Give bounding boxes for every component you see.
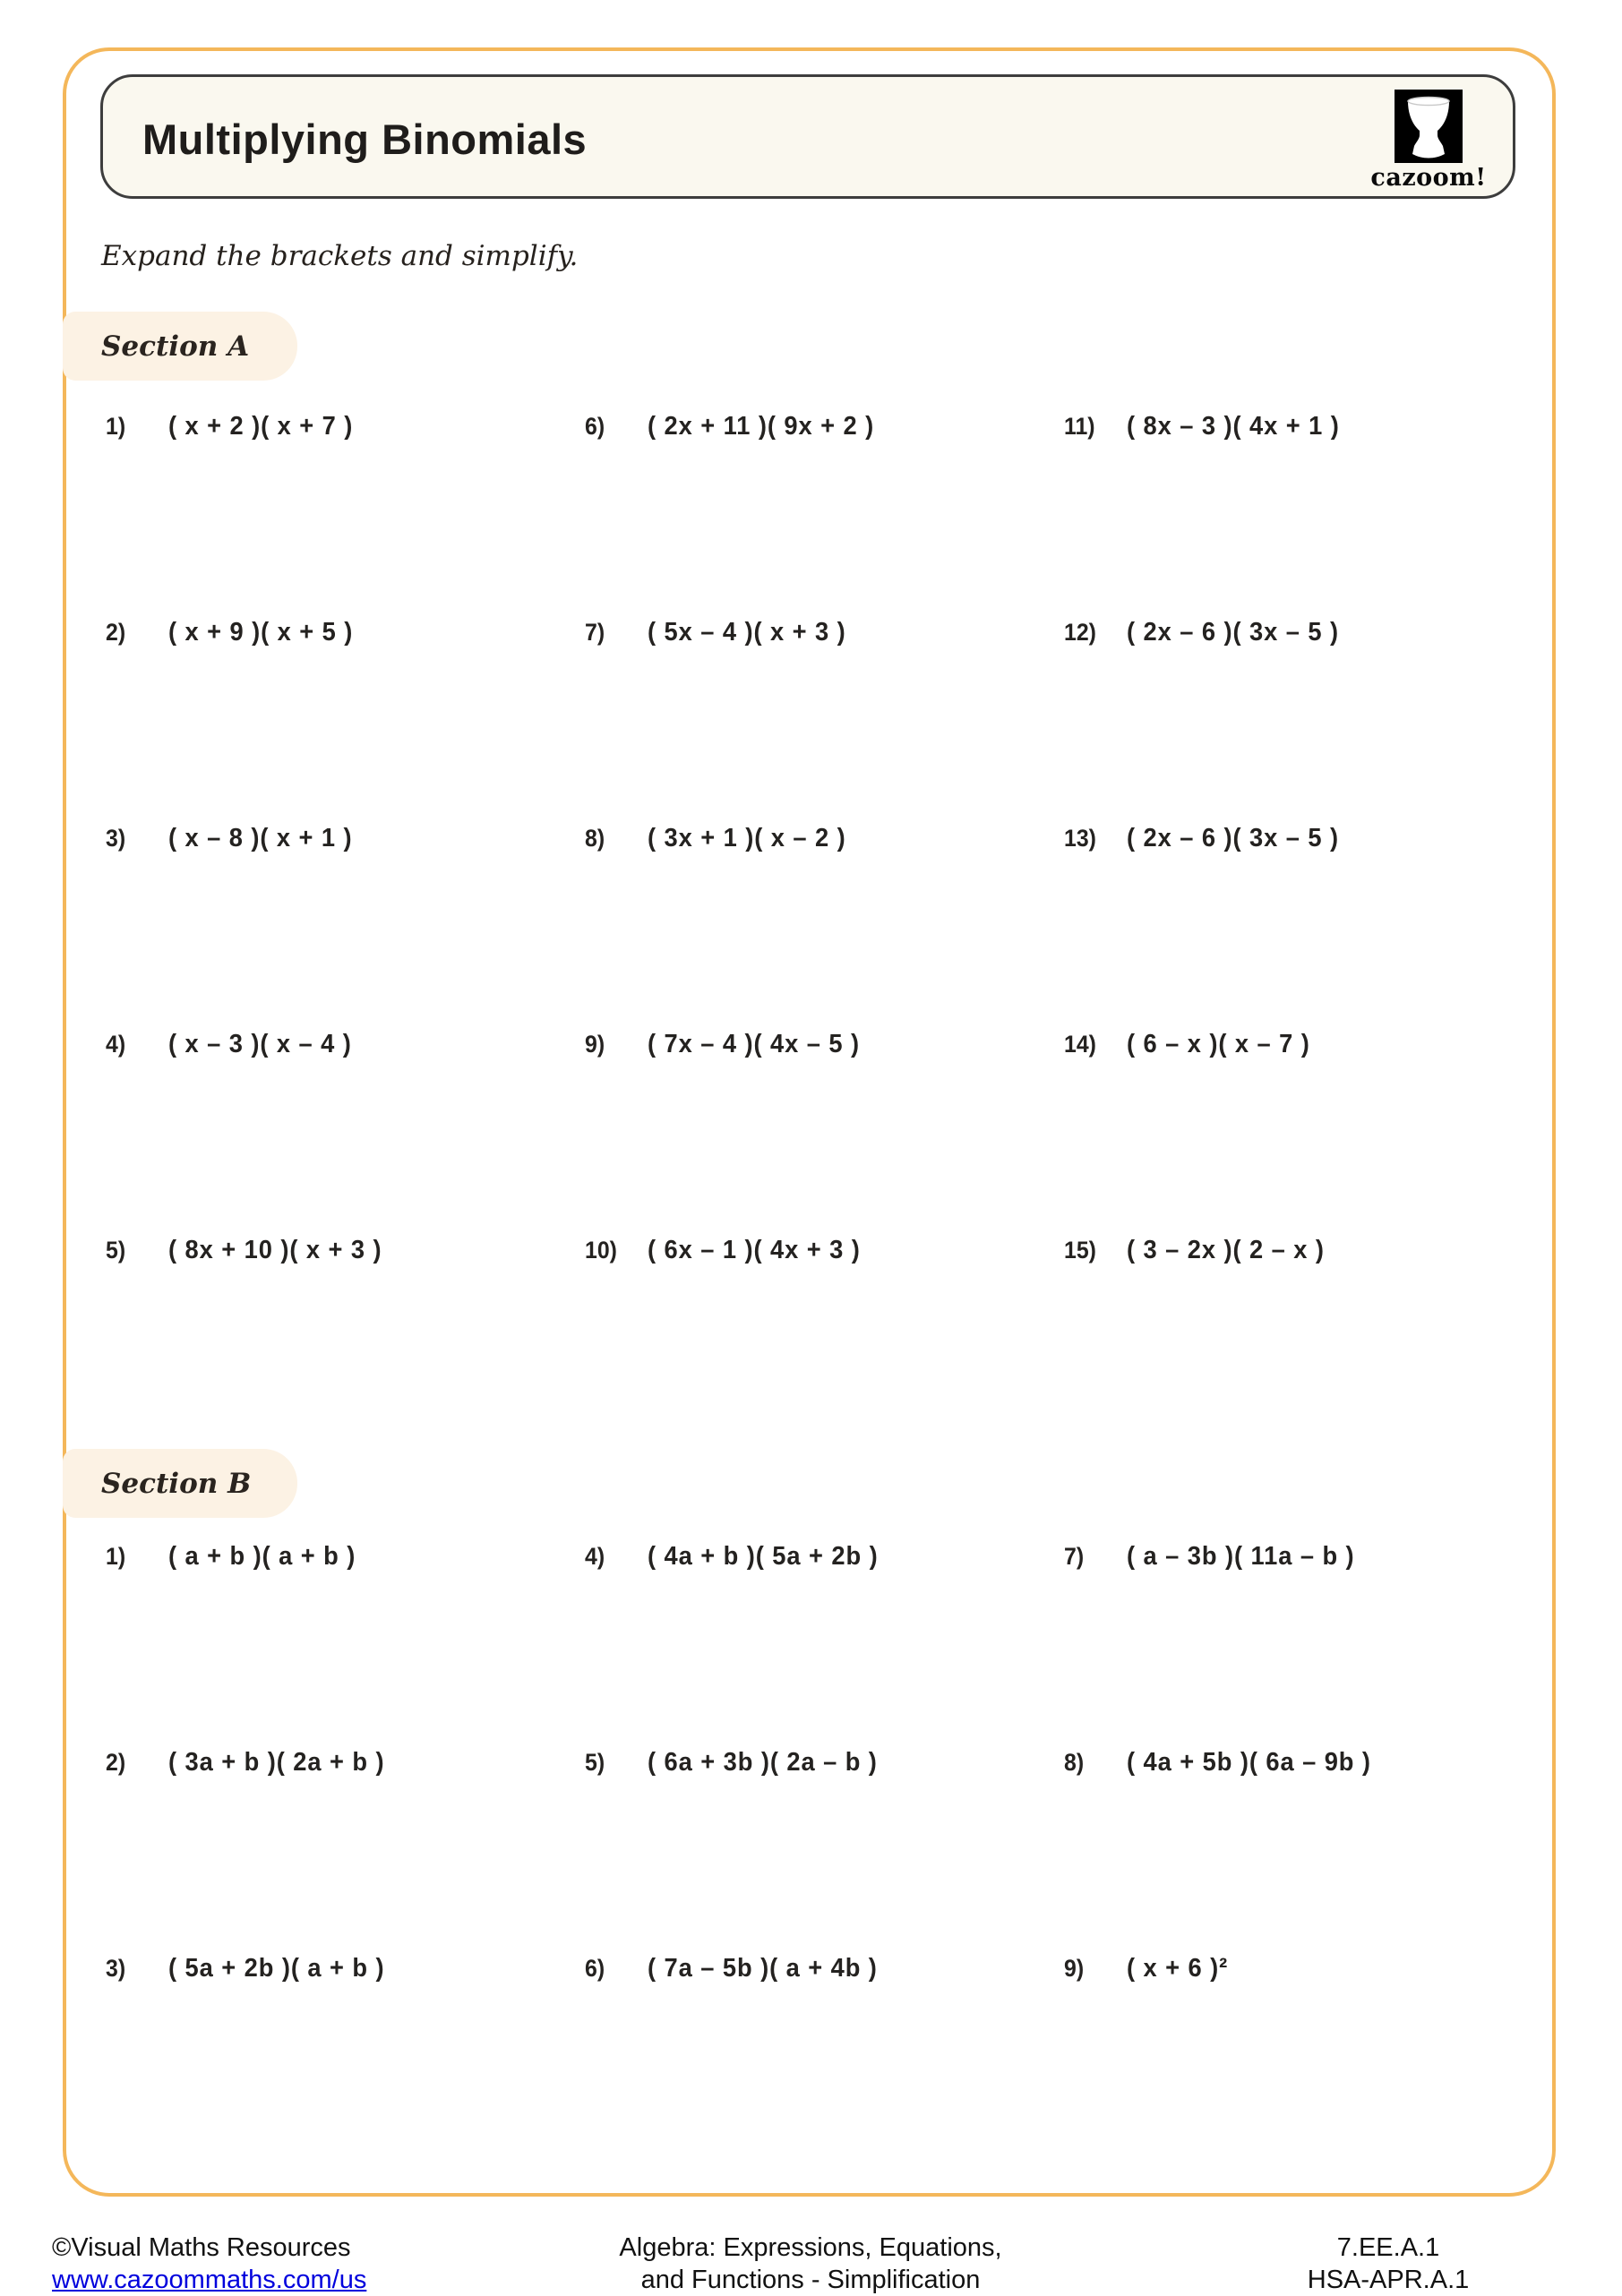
standard-code-1: 7.EE.A.1 <box>1336 2233 1440 2262</box>
problem-number: 5) <box>585 1749 605 1776</box>
problem-item <box>585 1030 873 1059</box>
problem-item <box>106 1236 396 1265</box>
problem-expression: ( 4a + b )( 5a + 2b ) <box>648 1542 879 1571</box>
problem-expression: ( 3a + b )( 2a + b ) <box>168 1748 385 1777</box>
problem-expression: ( x – 3 )( x – 4 ) <box>168 1030 352 1058</box>
problem-item <box>1064 618 1352 647</box>
problem-expression: ( a – 3b )( 11a – b ) <box>1127 1542 1355 1571</box>
problem-number: 8) <box>585 825 605 852</box>
problem-item <box>1064 1954 1234 1983</box>
problem-item <box>1064 1748 1386 1778</box>
problem-item <box>1064 1030 1322 1059</box>
footer-topic-block <box>497 2232 1124 2296</box>
problem-number: 4) <box>106 1031 126 1058</box>
problem-expression: ( 4a + 5b )( 6a – 9b ) <box>1127 1748 1371 1777</box>
title-bar <box>100 74 1515 199</box>
section-b-label: Section B <box>101 1467 252 1500</box>
problem-item <box>585 1954 892 1983</box>
problem-expression: ( 3 – 2x )( 2 – x ) <box>1127 1236 1325 1264</box>
problem-expression: ( 3x + 1 )( x – 2 ) <box>648 824 846 852</box>
problem-number: 3) <box>106 1955 126 1982</box>
problem-number: 2) <box>106 1749 126 1776</box>
problem-expression: ( 8x + 10 )( x + 3 ) <box>168 1236 382 1264</box>
problem-number: 9) <box>1064 1955 1085 1982</box>
problem-item <box>106 1030 364 1059</box>
website-link[interactable]: www.cazoommaths.com/us <box>52 2266 367 2294</box>
problem-expression: ( 2x – 6 )( 3x – 5 ) <box>1127 824 1339 852</box>
problem-expression: ( 5a + 2b )( a + b ) <box>168 1954 385 1983</box>
section-a-header <box>63 312 297 381</box>
problem-expression: ( 2x – 6 )( 3x – 5 ) <box>1127 618 1339 647</box>
problem-number: 8) <box>1064 1749 1085 1776</box>
problem-number: 2) <box>106 619 126 646</box>
cazoom-logo <box>1366 90 1491 192</box>
problem-item <box>1064 824 1352 853</box>
problem-item <box>1064 412 1353 441</box>
problem-item <box>585 618 859 647</box>
instruction-text: Expand the brackets and simplify. <box>101 240 579 272</box>
problem-item <box>106 618 365 647</box>
problem-number: 9) <box>585 1031 605 1058</box>
problem-number: 7) <box>585 619 605 646</box>
problem-number: 1) <box>106 413 126 440</box>
problem-item <box>585 824 859 853</box>
problem-expression: ( 6x – 1 )( 4x + 3 ) <box>648 1236 861 1264</box>
problem-item <box>585 1236 874 1265</box>
problem-expression: ( x + 9 )( x + 5 ) <box>168 618 354 647</box>
problem-number: 7) <box>1064 1543 1085 1570</box>
page-title: Multiplying Binomials <box>142 116 588 163</box>
footer-standards-block <box>1272 2232 1505 2296</box>
problem-number: 14) <box>1064 1031 1096 1058</box>
problem-item <box>1064 1542 1369 1572</box>
problem-number: 6) <box>585 1955 605 1982</box>
problem-expression: ( 7x – 4 )( 4x – 5 ) <box>648 1030 860 1058</box>
copyright-text: ©Visual Maths Resources <box>52 2233 351 2262</box>
problem-number: 12) <box>1064 619 1096 646</box>
standard-code-2: HSA-APR.A.1 <box>1307 2266 1470 2294</box>
problem-expression: ( 5x – 4 )( x + 3 ) <box>648 618 846 647</box>
problem-expression: ( 8x – 3 )( 4x + 1 ) <box>1127 412 1340 441</box>
problem-item <box>106 1542 368 1572</box>
problem-number: 13) <box>1064 825 1096 852</box>
problem-number: 5) <box>106 1237 126 1264</box>
problem-number: 3) <box>106 825 126 852</box>
problem-expression: ( x – 8 )( x + 1 ) <box>168 824 353 852</box>
problem-number: 6) <box>585 413 605 440</box>
topic-line-2: and Functions - Simplification <box>640 2266 981 2294</box>
section-b-header <box>63 1449 297 1518</box>
problem-expression: ( 2x + 11 )( 9x + 2 ) <box>648 412 875 441</box>
problem-number: 10) <box>585 1237 617 1264</box>
section-a-label: Section A <box>101 330 250 363</box>
topic-line-1: Algebra: Expressions, Equations, <box>619 2233 1002 2262</box>
problem-expression: ( 7a – 5b )( a + 4b ) <box>648 1954 878 1983</box>
logo-wordmark: cazoom! <box>1370 164 1487 192</box>
problem-item <box>585 1748 892 1778</box>
problem-item <box>1064 1236 1337 1265</box>
problem-number: 1) <box>106 1543 126 1570</box>
footer-copyright-block <box>52 2232 366 2296</box>
problem-expression: ( 6a + 3b )( 2a – b ) <box>648 1748 878 1777</box>
problem-expression: ( x + 2 )( x + 7 ) <box>168 412 354 441</box>
problem-item <box>106 824 365 853</box>
problem-item <box>106 412 365 441</box>
problem-expression: ( 6 – x )( x – 7 ) <box>1127 1030 1310 1058</box>
problem-number: 11) <box>1064 413 1095 440</box>
problem-expression: ( a + b )( a + b ) <box>168 1542 356 1571</box>
problem-number: 15) <box>1064 1237 1096 1264</box>
drum-icon <box>1395 90 1463 163</box>
problem-item <box>585 412 888 441</box>
problem-item <box>585 1542 893 1572</box>
problem-item <box>106 1954 399 1983</box>
problem-item <box>106 1748 399 1778</box>
problem-expression: ( x + 6 )² <box>1127 1954 1229 1983</box>
problem-number: 4) <box>585 1543 605 1570</box>
